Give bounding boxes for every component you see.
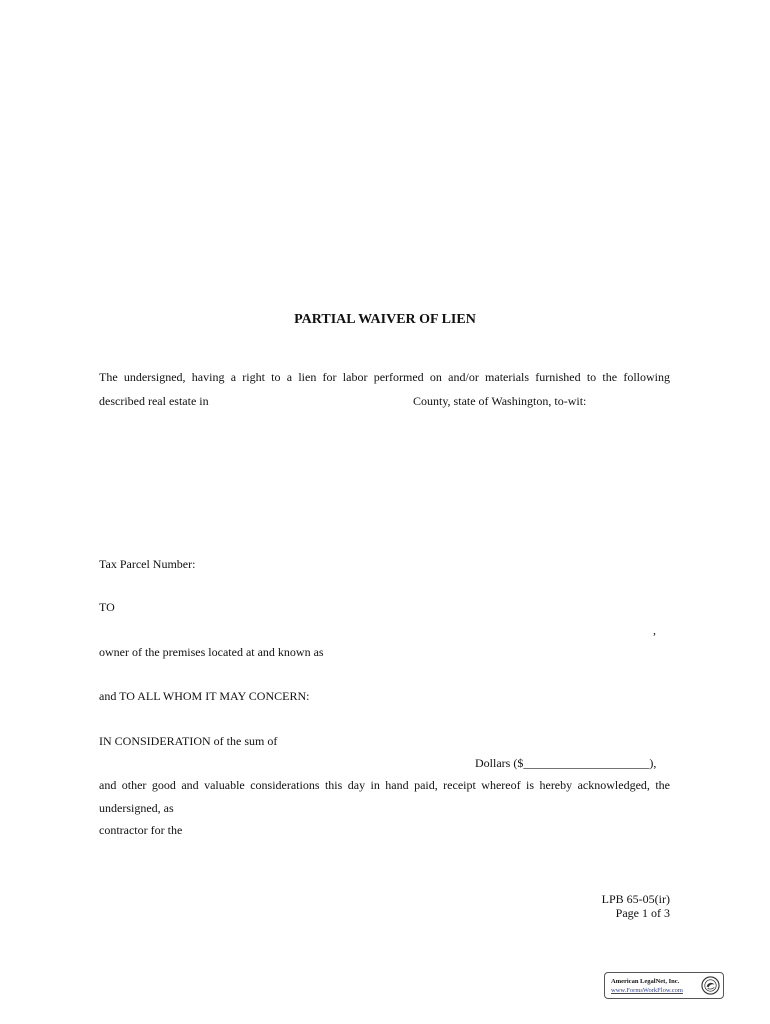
owner-line: owner of the premises located at and known as [99,645,324,659]
undersigned-line: undersigned, as [99,801,174,815]
intro-line-1: The undersigned, having a right to a lien for labor performed on and/or materials furnished to the following [99,370,670,384]
logo-company-name: American LegalNet, Inc. [611,978,680,985]
page-number: Page 1 of 3 [615,906,670,920]
hand-paid-line: and other good and valuable considerations this day in hand paid, receipt whereof is hereby acknowledged, the [99,778,670,792]
concern-line: and TO ALL WHOM IT MAY CONCERN: [99,689,310,703]
dollars-line: Dollars ($_____________________), [475,756,657,770]
intro-line-2-right: County, state of Washington, to-wit: [413,394,587,408]
contractor-line: contractor for the [99,823,183,837]
document-title: PARTIAL WAIVER OF LIEN [294,312,476,327]
form-code: LPB 65-05(ir) [601,892,670,906]
intro-line-2-left: described real estate in [99,394,209,408]
logo-url-link[interactable]: www.FormsWorkFlow.com [611,987,683,994]
consideration-line: IN CONSIDERATION of the sum of [99,734,278,748]
to-label: TO [99,600,115,614]
seal-icon [701,976,720,995]
comma-mark: , [653,623,656,637]
tax-parcel-label: Tax Parcel Number: [99,557,196,571]
company-logo-box [604,972,724,999]
